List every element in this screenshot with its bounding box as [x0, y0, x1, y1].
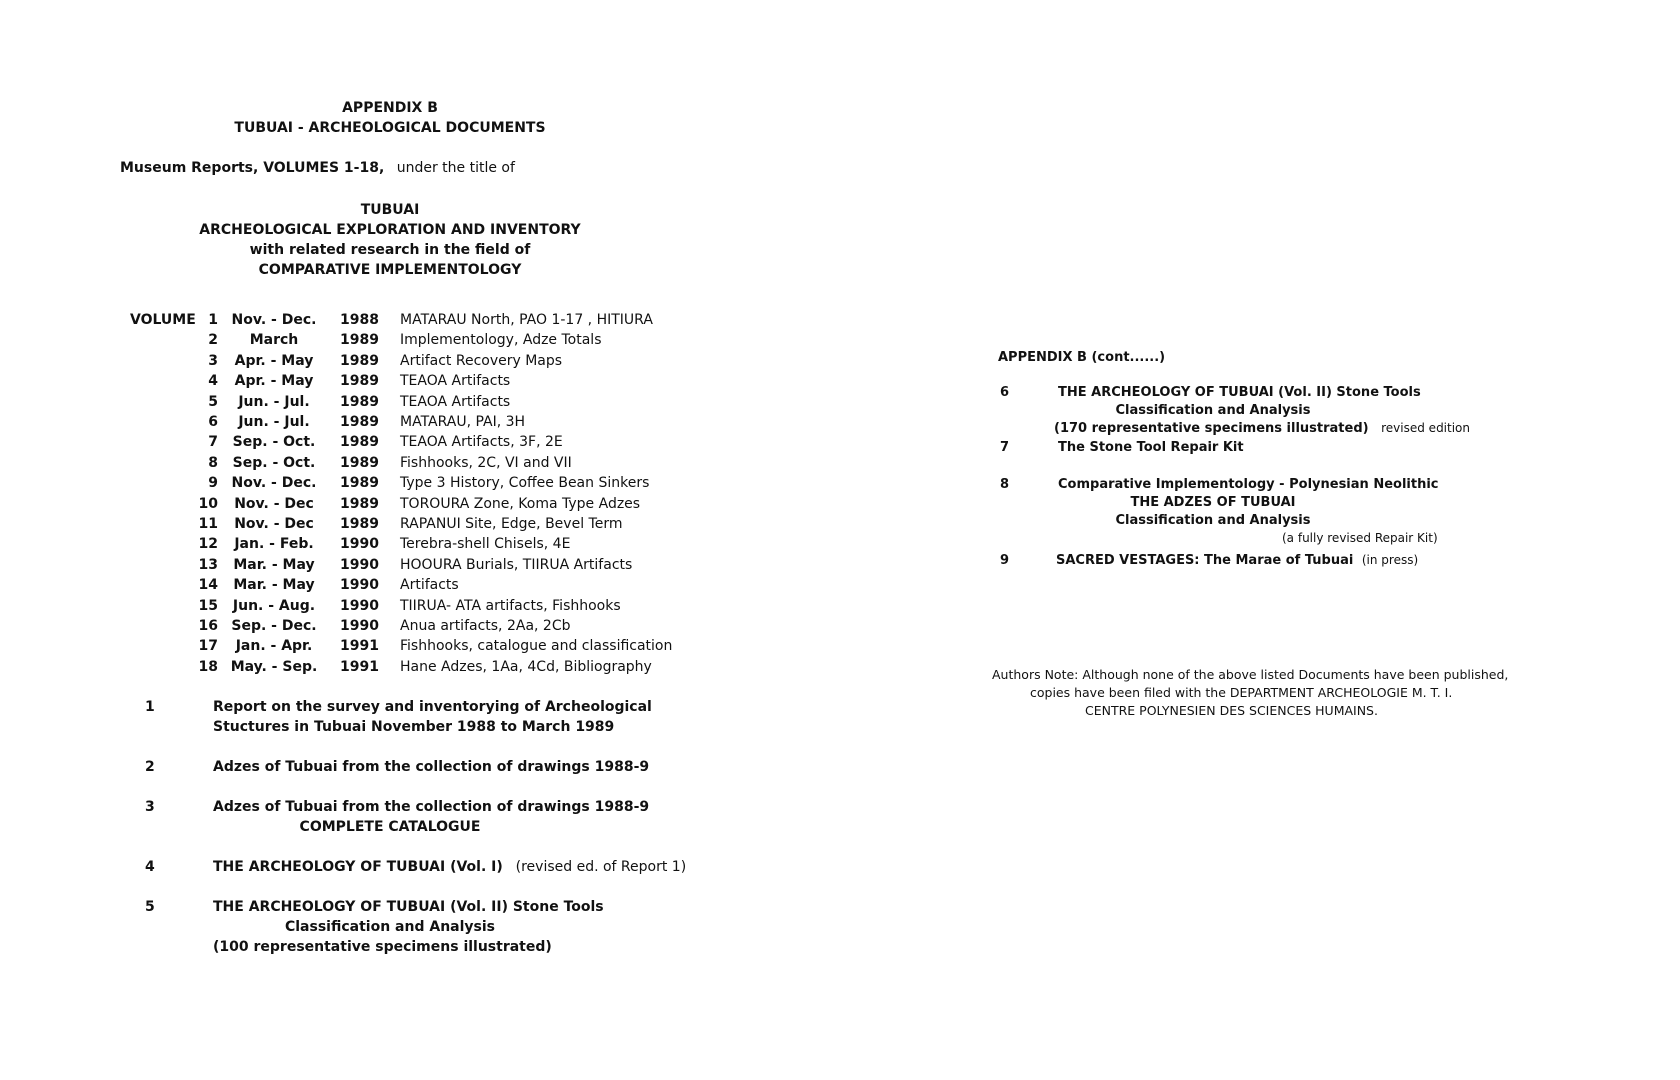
authors-note-line: CENTRE POLYNESIEN DES SCIENCES HUMAINS.	[1085, 703, 1378, 718]
report-title-text: THE ARCHEOLOGY OF TUBUAI (Vol. I)	[213, 859, 503, 875]
volume-period: Jun. - Jul.	[238, 393, 310, 410]
volume-period: Jan. - Feb.	[234, 536, 314, 553]
document-number: 7	[1000, 440, 1010, 455]
volume-year: 1991	[340, 658, 379, 675]
authors-note-line: copies have been filed with the DEPARTMENT ARCHEOLOGIE M. T. I.	[1030, 685, 1453, 700]
list-item	[840, 553, 1680, 573]
volume-number: 9	[208, 475, 218, 492]
document-title-cont: Classification and Analysis	[1115, 513, 1311, 528]
list-item	[840, 440, 1680, 460]
report-number: 1	[145, 699, 155, 715]
document-title: THE ARCHEOLOGY OF TUBUAI (Vol. II) Stone Tools	[1058, 385, 1421, 400]
volume-row	[120, 636, 720, 656]
volume-description: HOOURA Burials, TIIRUA Artifacts	[400, 556, 633, 573]
volume-description: TEAOA Artifacts	[400, 373, 511, 390]
volume-year: 1990	[340, 597, 379, 614]
volume-year: 1989	[340, 332, 379, 349]
series-title-line: ARCHEOLOGICAL EXPLORATION AND INVENTORY	[199, 222, 581, 238]
volume-number: 8	[208, 454, 218, 471]
volume-number: 14	[198, 577, 218, 594]
volume-number: 12	[198, 536, 218, 553]
report-number: 4	[145, 859, 155, 875]
volume-number: 11	[198, 516, 218, 532]
document-note: revised edition	[1381, 421, 1470, 435]
volume-period: Mar. - May	[233, 577, 315, 594]
volume-year: 1989	[340, 352, 379, 369]
list-item	[840, 477, 1680, 557]
report-title: Adzes of Tubuai from the collection of drawings 1988-9	[213, 799, 650, 815]
volume-row	[120, 432, 720, 452]
volume-number: 18	[198, 658, 218, 675]
volume-description: Artifacts	[400, 577, 459, 594]
volume-row	[120, 514, 720, 534]
volume-number: 7	[208, 434, 218, 451]
volume-year: 1989	[340, 373, 379, 390]
volume-period: Apr. - May	[234, 373, 314, 390]
volume-period: Nov. - Dec.	[231, 475, 317, 492]
volume-number: 10	[198, 495, 218, 512]
volume-number: 1	[208, 312, 218, 328]
volume-year: 1989	[340, 393, 379, 410]
document-note: (a fully revised Repair Kit)	[1282, 531, 1438, 545]
volume-number: 2	[208, 332, 218, 349]
volume-description: Terebra-shell Chisels, 4E	[400, 536, 571, 553]
volume-period: May. - Sep.	[230, 658, 318, 675]
volume-row	[120, 596, 720, 616]
volume-description: Fishhooks, 2C, VI and VII	[400, 454, 572, 471]
volume-year: 1990	[340, 556, 379, 573]
report-title	[213, 857, 686, 877]
volume-year: 1989	[340, 475, 379, 492]
report-number: 3	[145, 799, 155, 815]
document-number: 9	[1000, 553, 1010, 568]
report-title-cont: Stuctures in Tubuai November 1988 to March 1989	[213, 719, 615, 735]
report-title: THE ARCHEOLOGY OF TUBUAI (Vol. II) Stone Tools	[213, 899, 604, 915]
volume-period: Jun. - Jul.	[238, 414, 310, 430]
volume-period: Jan. - Apr.	[235, 638, 313, 655]
report-number: 5	[145, 899, 155, 915]
volume-description: MATARAU North, PAO 1-17 , HITIURA	[400, 312, 653, 328]
intro-bold: Museum Reports, VOLUMES 1-18,	[120, 160, 385, 176]
volume-period: Apr. - May	[234, 352, 314, 369]
volume-description: TEAOA Artifacts, 3F, 2E	[400, 434, 563, 451]
document-subtitle: (170 representative specimens illustrated)	[1054, 421, 1369, 436]
document-title: Comparative Implementology - Polynesian Neolithic	[1058, 477, 1439, 492]
document-title-cont: Classification and Analysis	[1115, 403, 1311, 418]
volume-year: 1989	[340, 434, 379, 451]
document-title-cont	[1054, 421, 1470, 436]
volume-period: Sep. - Dec.	[231, 618, 317, 634]
volume-year: 1988	[340, 312, 379, 328]
list-item	[840, 385, 1680, 445]
report-title: Adzes of Tubuai from the collection of drawings 1988-9	[213, 759, 650, 775]
intro-line	[120, 160, 515, 176]
volume-description: Artifact Recovery Maps	[400, 352, 563, 369]
volume-row	[120, 310, 720, 330]
volume-number: 5	[208, 393, 218, 410]
volume-description: Hane Adzes, 1Aa, 4Cd, Bibliography	[400, 658, 652, 675]
volume-row	[120, 330, 720, 350]
volume-period: Mar. - May	[233, 556, 315, 573]
report-title-cont: Classification and Analysis	[284, 919, 495, 935]
volume-number: 16	[198, 618, 218, 634]
appendix-cont-heading: APPENDIX B (cont......)	[998, 350, 1166, 365]
volume-year: 1989	[340, 516, 379, 532]
volume-period: Nov. - Dec.	[231, 312, 317, 328]
volume-period: Jun. - Aug.	[232, 597, 316, 614]
series-title-line: TUBUAI	[360, 202, 420, 218]
volume-number: 6	[208, 414, 218, 430]
volume-row	[120, 534, 720, 554]
volume-row	[120, 494, 720, 514]
series-title-line: with related research in the field of	[249, 242, 531, 258]
volume-row	[120, 657, 720, 677]
volume-year: 1989	[340, 495, 379, 512]
volume-row	[120, 616, 720, 636]
volume-year: 1991	[340, 638, 379, 655]
volume-period: Sep. - Oct.	[232, 434, 316, 451]
volume-row	[120, 371, 720, 391]
volume-year: 1990	[340, 536, 379, 553]
appendix-heading: APPENDIX B	[342, 100, 438, 116]
volume-number: 3	[208, 352, 218, 369]
report-number: 2	[145, 759, 155, 775]
volume-row	[120, 453, 720, 473]
report-title-cont: (100 representative specimens illustrated)	[213, 939, 552, 955]
volume-description: TOROURA Zone, Koma Type Adzes	[400, 495, 641, 512]
volume-year: 1990	[340, 577, 379, 594]
volume-description: Fishhooks, catalogue and classification	[400, 638, 673, 655]
volume-description: RAPANUI Site, Edge, Bevel Term	[400, 516, 623, 532]
volume-row	[120, 555, 720, 575]
volume-row	[120, 412, 720, 432]
volume-row	[120, 351, 720, 371]
report-note: (revised ed. of Report 1)	[515, 859, 687, 875]
intro-rest: under the title of	[396, 160, 515, 176]
volume-period: Sep. - Oct.	[232, 454, 316, 471]
volume-number: 15	[198, 597, 218, 614]
volume-period: Nov. - Dec	[234, 516, 314, 532]
appendix-subheading: TUBUAI - ARCHEOLOGICAL DOCUMENTS	[234, 120, 546, 136]
document-title-cont: THE ADZES OF TUBUAI	[1130, 495, 1296, 510]
right-page	[840, 0, 1680, 1080]
volume-description: Anua artifacts, 2Aa, 2Cb	[400, 618, 571, 634]
volume-number: 13	[198, 556, 218, 573]
series-title-line: COMPARATIVE IMPLEMENTOLOGY	[258, 262, 522, 278]
volume-year: 1990	[340, 618, 379, 634]
document-title: The Stone Tool Repair Kit	[1058, 440, 1244, 455]
document-title	[1056, 553, 1418, 568]
volume-description: TIIRUA- ATA artifacts, Fishhooks	[400, 597, 621, 614]
report-title-cont: COMPLETE CATALOGUE	[299, 819, 481, 835]
volume-period: March	[249, 332, 299, 349]
document-number: 8	[1000, 477, 1010, 492]
document-title-text: SACRED VESTAGES: The Marae of Tubuai	[1056, 553, 1354, 568]
volume-number: 17	[198, 638, 218, 655]
volume-row	[120, 575, 720, 595]
volume-description: MATARAU, PAI, 3H	[400, 414, 526, 430]
volume-period: Nov. - Dec	[234, 495, 314, 512]
document-note: (in press)	[1361, 553, 1419, 567]
volume-number: 4	[208, 373, 218, 390]
authors-note-line: Authors Note: Although none of the above listed Documents have been published,	[992, 667, 1509, 682]
volume-description: Type 3 History, Coffee Bean Sinkers	[400, 475, 650, 492]
volume-year: 1989	[340, 414, 379, 430]
volume-year: 1989	[340, 454, 379, 471]
report-title: Report on the survey and inventorying of Archeological	[213, 699, 652, 715]
volume-label: VOLUME	[130, 312, 196, 328]
volume-row	[120, 473, 720, 493]
document-number: 6	[1000, 385, 1010, 400]
volume-description: TEAOA Artifacts	[400, 393, 511, 410]
volume-row	[120, 392, 720, 412]
volume-description: Implementology, Adze Totals	[400, 332, 602, 349]
